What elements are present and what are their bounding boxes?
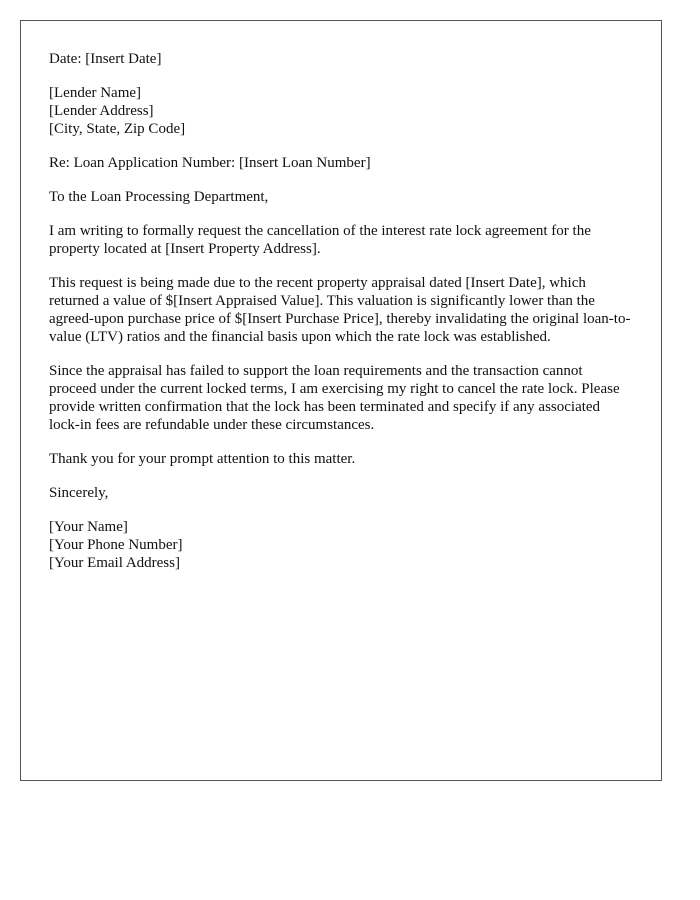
lender-address: [Lender Address] bbox=[49, 103, 154, 119]
closing: Sincerely, bbox=[49, 485, 109, 501]
lender-city: [City, State, Zip Code] bbox=[49, 121, 186, 137]
sender-name: [Your Name] bbox=[49, 519, 128, 535]
recipient-address bbox=[49, 84, 633, 138]
lender-name: [Lender Name] bbox=[49, 85, 142, 101]
subject-line: Re: Loan Application Number: [Insert Loan Number] bbox=[49, 155, 371, 171]
signature-block bbox=[49, 518, 633, 572]
sender-phone: [Your Phone Number] bbox=[49, 537, 183, 553]
body-paragraph: I am writing to formally request the cancellation of the interest rate lock agreement for the property located at [Insert Property Address]. bbox=[49, 223, 591, 257]
body-paragraph: Thank you for your prompt attention to this matter. bbox=[49, 451, 356, 467]
salutation: To the Loan Processing Department, bbox=[49, 189, 269, 205]
body-paragraph: This request is being made due to the recent property appraisal dated [Insert Date], which returned a value of $[Insert Appraised Value]. This valuation is significantly lower than the agreed-upon purchase price of $[Insert Purchase Price], thereby invalidating the original loan-to-value (LTV) ratios and the financial basis upon which the rate lock was established. bbox=[49, 275, 631, 345]
sender-email: [Your Email Address] bbox=[49, 555, 180, 571]
letter-page bbox=[20, 20, 662, 781]
date-line: Date: [Insert Date] bbox=[49, 51, 162, 67]
body-paragraph: Since the appraisal has failed to support the loan requirements and the transaction cannot proceed under the current locked terms, I am exercising my right to cancel the rate lock. Please provide written confirmation that the lock has been terminated and specify if any associated lock-in fees are refundable under these circumstances. bbox=[49, 363, 620, 433]
